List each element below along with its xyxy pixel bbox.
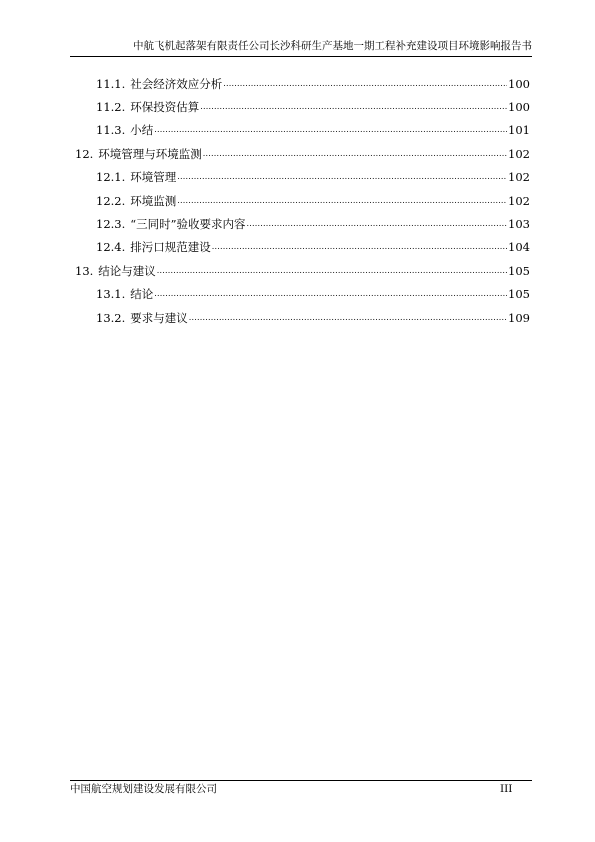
toc-entry[interactable] (75, 142, 530, 165)
toc-entry-title: 社会经济效应分析 (130, 76, 223, 91)
toc-entry[interactable] (75, 306, 530, 329)
toc-entry-title: 环境管理与环境监测 (98, 146, 202, 161)
toc-entry-title: 环境管理 (130, 170, 177, 185)
report-title: 中航飞机起落架有限责任公司长沙科研生产基地一期工程补充建设项目环境影响报告书 (133, 40, 532, 52)
toc-entry-page: 104 (508, 240, 530, 255)
leader-dots (247, 218, 508, 230)
leader-dots (154, 124, 507, 136)
toc-entry-number: 12.4. (96, 240, 126, 255)
toc-entry-title: 环境监测 (130, 193, 177, 208)
toc-entry-number: 11.3. (96, 123, 126, 138)
leader-dots (189, 312, 507, 324)
toc-entry-title: 结论 (130, 287, 154, 302)
toc-entry-title: “三同时”验收要求内容 (130, 217, 246, 232)
leader-dots (177, 171, 507, 183)
toc-entry[interactable] (75, 283, 530, 306)
leader-dots (212, 241, 507, 253)
leader-dots (223, 78, 507, 90)
toc-entry-number: 13.1. (96, 287, 126, 302)
toc-entry[interactable] (75, 236, 530, 259)
toc-entry-title: 小结 (130, 123, 154, 138)
toc-entry-page: 109 (508, 310, 530, 325)
toc-entry[interactable] (75, 72, 530, 95)
page-header (70, 40, 532, 57)
toc-entry-title: 要求与建议 (130, 310, 188, 325)
toc-entry-number: 12.1. (96, 170, 126, 185)
toc-entry-number: 12.3. (96, 217, 126, 232)
leader-dots (157, 265, 507, 277)
toc-entry[interactable] (75, 166, 530, 189)
organization-name: 中国航空规划建设发展有限公司 (70, 783, 217, 795)
toc-entry-page: 102 (508, 170, 530, 185)
toc-entry-page: 101 (508, 123, 530, 138)
toc-entry[interactable] (75, 189, 530, 212)
toc-entry-number: 11.1. (96, 76, 126, 91)
leader-dots (154, 288, 507, 300)
leader-dots (203, 148, 507, 160)
leader-dots (177, 195, 507, 207)
toc-entry[interactable] (75, 259, 530, 282)
toc-entry-page: 100 (508, 100, 530, 115)
toc-entry-page: 100 (508, 76, 530, 91)
toc-entry[interactable] (75, 95, 530, 118)
toc-entry-page: 102 (508, 193, 530, 208)
toc-entry-page: 102 (508, 146, 530, 161)
toc-entry-number: 12. (75, 146, 94, 161)
toc-entry-page: 103 (508, 217, 530, 232)
toc-entry-number: 12.2. (96, 193, 126, 208)
page-number: III (500, 783, 513, 795)
leader-dots (200, 101, 507, 113)
toc-entry-number: 13. (75, 263, 94, 278)
toc-entry[interactable] (75, 212, 530, 235)
toc-entry-page: 105 (508, 287, 530, 302)
toc-entry-page: 105 (508, 263, 530, 278)
table-of-contents (75, 72, 530, 329)
toc-entry-number: 11.2. (96, 100, 126, 115)
toc-entry-title: 环保投资估算 (130, 100, 200, 115)
page-footer (70, 780, 532, 795)
toc-entry[interactable] (75, 119, 530, 142)
toc-entry-number: 13.2. (96, 310, 126, 325)
toc-entry-title: 排污口规范建设 (130, 240, 211, 255)
toc-entry-title: 结论与建议 (98, 263, 156, 278)
